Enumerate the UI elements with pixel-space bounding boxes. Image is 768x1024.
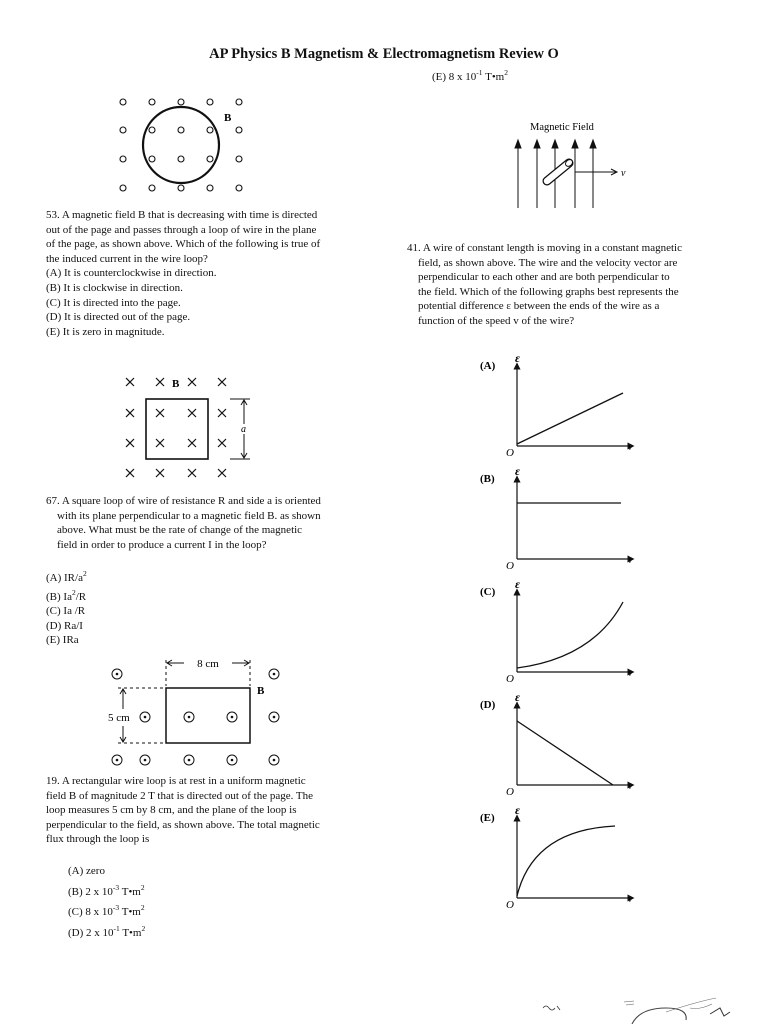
velocity-arrow xyxy=(575,169,617,175)
q53-choice-d: (D) It is directed out of the page. xyxy=(46,311,191,324)
wire-loop xyxy=(143,107,219,183)
field-crosses-into-page xyxy=(126,378,226,477)
origin-label: O xyxy=(506,899,514,911)
graph-label: (C) xyxy=(480,586,496,598)
width-label: 8 cm xyxy=(197,658,219,670)
question-41: 41. A wire of constant length is moving in a constant magnetic field, as shown above. The wire and the velocity vector are perpendicular to each other and are both perpendicular to the field. Which of the following graphs best represents the potential difference ε between the ends of the wire as a function of the speed v of the wire? xyxy=(407,242,682,327)
side-dimension xyxy=(230,399,250,459)
graph-curve xyxy=(517,602,623,668)
origin-label: O xyxy=(506,560,514,572)
x-axis-label: v xyxy=(628,442,633,453)
q67-choices xyxy=(46,567,87,648)
field-dots-out-of-page xyxy=(112,669,279,765)
carryover-choice-e: (E) 8 x $10^{-1}$ $T•m^2$ xyxy=(432,68,508,83)
graph-curve xyxy=(517,393,623,444)
side-label: a xyxy=(241,424,246,435)
question-53: 53. A magnetic field B that is decreasing with time is directed out of the page and passes through a loop of wire in the plane of the page, as shown above. Which of the following is true of the induced current in the wire loop? (A) It is counterclockwise in direction. (B) It is clockwise in direction. (C) It is directed into the page. (D) It is directed out of the page. (E) It is zero in magnitude. xyxy=(46,209,321,338)
moving-wire xyxy=(547,158,574,181)
field-label: B xyxy=(172,378,180,390)
origin-label: O xyxy=(506,447,514,459)
dimension-guides xyxy=(118,660,250,743)
q19-choices xyxy=(68,864,145,941)
height-label: 5 cm xyxy=(108,712,130,724)
q53-figure xyxy=(110,92,260,196)
q53-choice-e: (E) It is zero in magnitude. xyxy=(46,325,165,338)
q67-choice-c: (C) Ia /R xyxy=(46,605,86,618)
q41-answer-graphs xyxy=(470,352,670,932)
q19-choice-b: (B) 2 x $10^{-3}$ $T•m^2$ xyxy=(68,882,145,898)
graph-label: (E) xyxy=(480,812,495,824)
graph-label: (A) xyxy=(480,360,496,372)
page-title: AP Physics B Magnetism & Electromagnetism Review O xyxy=(209,46,559,62)
q67-choice-d: (D) Ra/I xyxy=(46,619,83,632)
y-axis-label: ε xyxy=(515,577,520,591)
graph-b xyxy=(480,464,633,572)
q53-choice-b: (B) It is clockwise in direction. xyxy=(46,281,183,294)
x-axis-label: v xyxy=(628,894,633,905)
q67-figure xyxy=(118,372,258,486)
y-axis-label: ε xyxy=(515,690,520,704)
graph-d xyxy=(480,690,633,798)
graph-c xyxy=(480,577,633,685)
x-axis-label: v xyxy=(628,555,633,566)
graph-curve xyxy=(517,721,613,785)
square-loop xyxy=(146,399,208,459)
origin-label: O xyxy=(506,673,514,685)
magnetic-field-label: Magnetic Field xyxy=(530,122,594,133)
q19-choice-c: (C) 8 x $10^{-3}$ $T•m^2$ xyxy=(68,903,145,918)
graph-label: (B) xyxy=(480,473,495,485)
q19-choice-d: (D) 2 x $10^{-1}$ $T•m^2$ xyxy=(68,923,146,939)
q53-choice-c: (C) It is directed into the page. xyxy=(46,296,181,309)
q19-choice-a: (A) zero xyxy=(68,865,105,877)
origin-label: O xyxy=(506,786,514,798)
q19-figure xyxy=(104,654,294,772)
graph-curve xyxy=(517,826,615,896)
y-axis-label: ε xyxy=(515,352,520,365)
y-axis-label: ε xyxy=(515,464,520,478)
question-19: 19. A rectangular wire loop is at rest in a uniform magnetic field B of magnitude 2 T that is directed out of the page. The loop measures 5 cm by 8 cm, and the plane of the loop is perpendicular to the field, as shown above. The total magnetic flux through the loop is xyxy=(46,775,320,846)
velocity-label: v xyxy=(621,168,626,179)
y-axis-label: ε xyxy=(515,803,520,817)
q67-choice-e: (E) IRa xyxy=(46,634,79,647)
q41-figure xyxy=(505,112,655,212)
q67-choice-b: (B) Ia$^2$/R xyxy=(46,587,87,603)
graph-a xyxy=(480,352,633,459)
field-label: B xyxy=(257,685,265,697)
q53-choice-a: (A) It is counterclockwise in direction. xyxy=(46,267,217,280)
handwritten-marks xyxy=(540,996,740,1024)
graph-label: (D) xyxy=(480,699,496,711)
x-axis-label: v xyxy=(628,781,633,792)
field-label: B xyxy=(224,112,232,124)
q67-choice-a: (A) $IR/a^2$ xyxy=(46,569,87,584)
graph-e xyxy=(480,803,633,911)
question-67: 67. A square loop of wire of resistance R and side a is oriented with its plane perpendicular to a magnetic field B. as shown above. What must be the rate of change of the magnetic field in order to produce a current I in the loop? xyxy=(46,495,321,551)
rectangular-loop xyxy=(166,688,250,743)
x-axis-label: v xyxy=(628,668,633,679)
